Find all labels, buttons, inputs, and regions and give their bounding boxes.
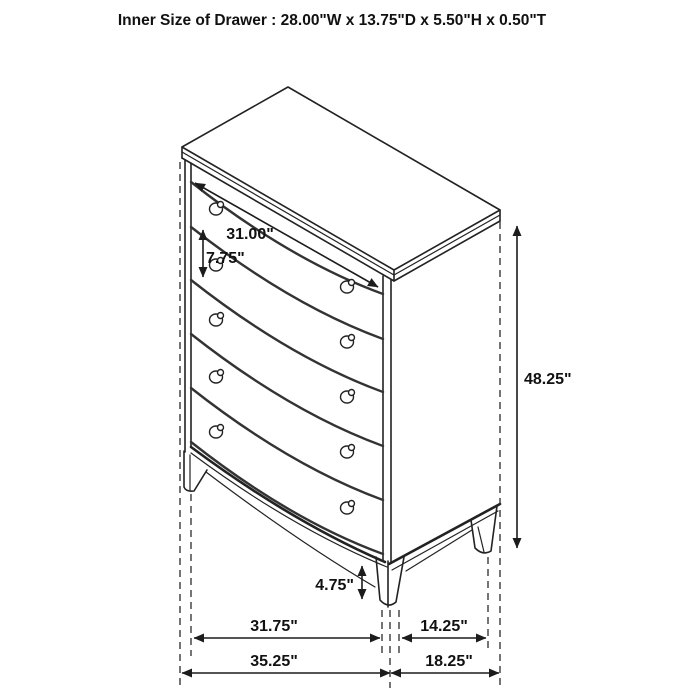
drawer-divider	[191, 442, 383, 554]
diagram-title: Inner Size of Drawer : 28.00"W x 13.75"D x 5.50"H x 0.50"T	[117, 12, 547, 29]
chest-base	[191, 447, 500, 587]
drawer-knob	[341, 445, 355, 459]
dimension-front-leg-span	[194, 618, 380, 638]
drawer-knob	[210, 370, 224, 384]
dimension-side-leg-span	[402, 618, 486, 638]
dimension-leg-height	[315, 566, 362, 599]
overall-height-label: 48.25"	[524, 371, 572, 388]
drawer-divider	[191, 388, 383, 500]
drawer-knobs	[210, 202, 355, 515]
drawer-knob	[341, 501, 355, 515]
dimension-overall-width	[182, 653, 390, 673]
dimension-drawer-width	[195, 183, 378, 287]
dimension-overall-height	[517, 226, 572, 548]
overall-width-label: 35.25"	[250, 653, 298, 670]
drawer-knob	[210, 202, 224, 216]
drawer-knob	[210, 425, 224, 439]
leg-height-label: 4.75"	[315, 577, 354, 594]
front-leg-span-label: 31.75"	[250, 618, 298, 635]
overall-depth-label: 18.25"	[425, 653, 473, 670]
drawer-knob	[341, 280, 355, 294]
drawer-dividers	[191, 182, 383, 554]
drawer-knob	[210, 313, 224, 327]
drawer-divider	[191, 182, 383, 294]
chest-carcase	[185, 160, 391, 563]
drawer-face-height-label: 7.75"	[206, 250, 245, 267]
drawer-width-label: 31.00"	[226, 226, 274, 243]
drawer-knob	[341, 390, 355, 404]
dimension-overall-depth	[391, 653, 499, 673]
drawer-knob	[341, 335, 355, 349]
side-leg-span-label: 14.25"	[420, 618, 468, 635]
